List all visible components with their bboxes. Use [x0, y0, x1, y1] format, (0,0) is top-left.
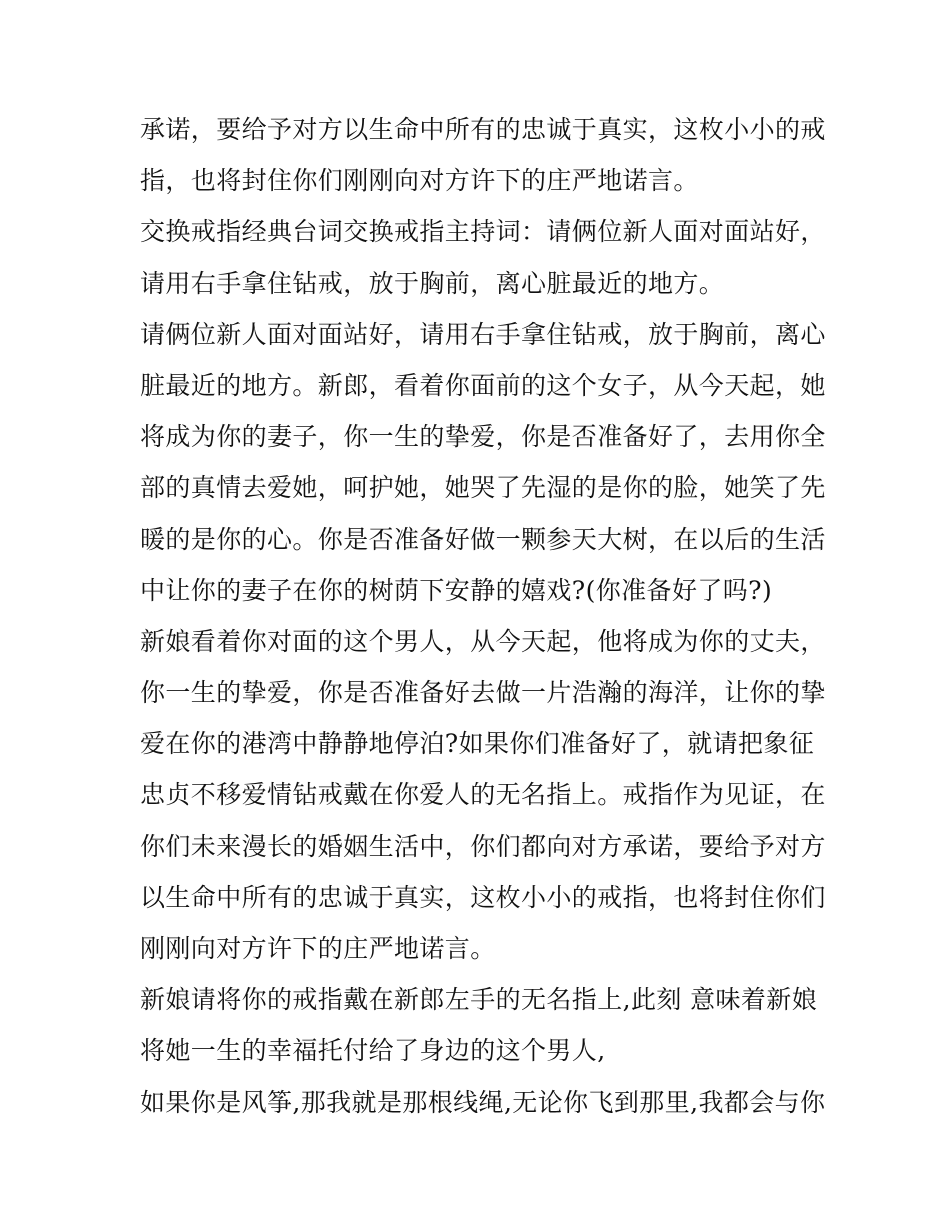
text-line: 部的真情去爱她，呵护她，她哭了先湿的是你的脸，她笑了先 [140, 473, 826, 503]
text-line: 请俩位新人面对面站好，请用右手拿住钻戒，放于胸前，离心 [140, 319, 826, 349]
text-line: 指，也将封住你们刚刚向对方许下的庄严地诺言。 [140, 166, 699, 196]
text-line: 你一生的挚爱，你是否准备好去做一片浩瀚的海洋，让你的挚 [140, 678, 826, 708]
text-line: 脏最近的地方。新郎，看着你面前的这个女子，从今天起，她 [140, 370, 826, 400]
text-line: 将成为你的妻子，你一生的挚爱，你是否准备好了，去用你全 [140, 422, 826, 452]
text-line: 请用右手拿住钻戒，放于胸前，离心脏最近的地方。 [140, 268, 725, 298]
text-line: 暖的是你的心。你是否准备好做一颗参天大树，在以后的生活 [140, 524, 826, 554]
text-line: 中让你的妻子在你的树荫下安静的嬉戏?(你准备好了吗?) [140, 575, 773, 605]
text-line: 爱在你的港湾中静静地停泊?如果你们准备好了，就请把象征 [140, 729, 815, 759]
text-line: 忠贞不移爱情钻戒戴在你爱人的无名指上。戒指作为见证，在 [140, 780, 826, 810]
text-line: 新娘请将你的戒指戴在新郎左手的无名指上,此刻 意味着新娘 [140, 985, 818, 1015]
text-line: 你们未来漫长的婚姻生活中，你们都向对方承诺，要给予对方 [140, 831, 826, 861]
text-line: 以生命中所有的忠诚于真实，这枚小小的戒指，也将封住你们 [140, 882, 826, 912]
text-line: 新娘看着你对面的这个男人，从今天起，他将成为你的丈夫， [140, 626, 826, 656]
text-line: 承诺，要给予对方以生命中所有的忠诚于真实，这枚小小的戒 [140, 115, 826, 144]
text-line: 如果你是风筝,那我就是那根线绳,无论你飞到那里,我都会与你 [140, 1087, 826, 1117]
text-line: 交换戒指经典台词交换戒指主持词：请俩位新人面对面站好， [140, 217, 826, 247]
text-line: 刚刚向对方许下的庄严地诺言。 [140, 934, 496, 963]
text-line: 将她一生的幸福托付给了身边的这个男人, [140, 1036, 606, 1066]
body-text [140, 104, 826, 1128]
